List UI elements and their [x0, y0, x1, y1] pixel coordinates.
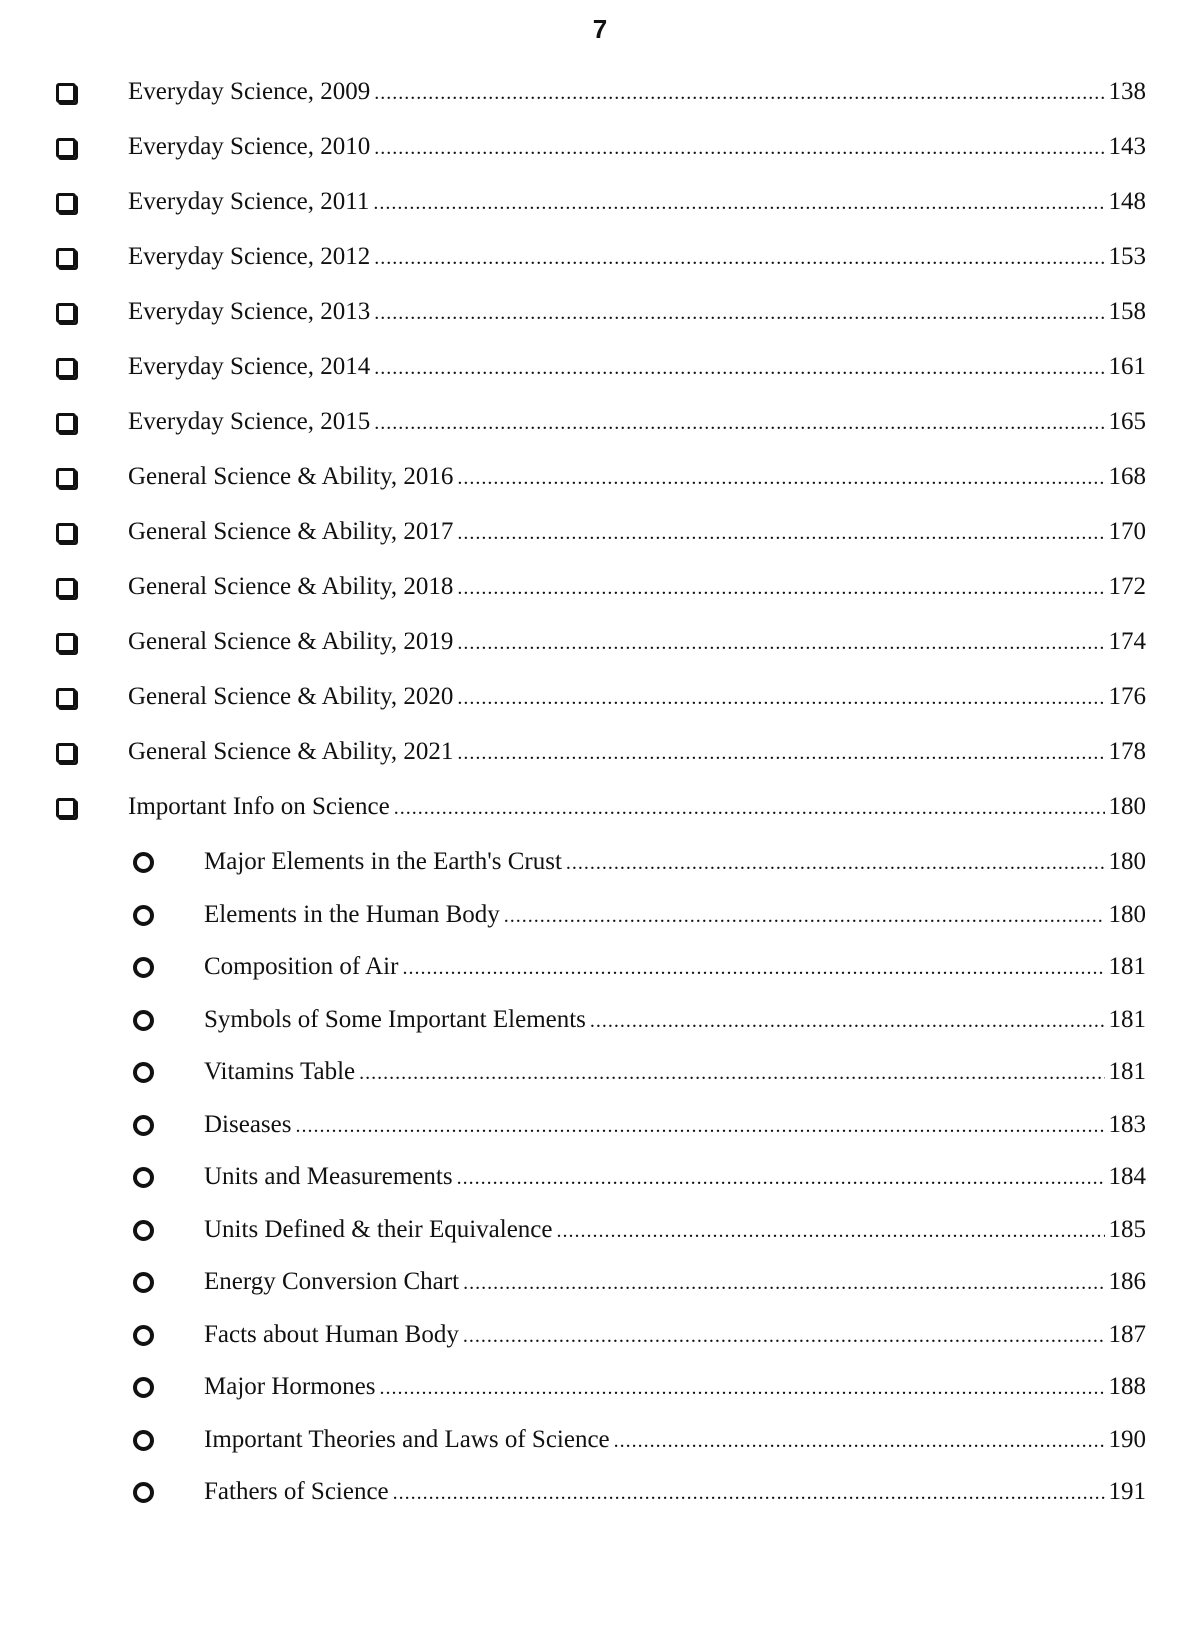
toc-sub-entry-page: 181: [1108, 953, 1146, 980]
toc-sub-entry[interactable]: [0, 1057, 1200, 1110]
toc-entry-line: [128, 297, 1146, 328]
toc-sub-entry-page: 191: [1108, 1478, 1146, 1505]
toc-entry-page: 138: [1108, 78, 1146, 105]
toc-sub-entry-page: 187: [1108, 1320, 1146, 1348]
dot-leader: [457, 1163, 1105, 1193]
toc-entry[interactable]: [0, 572, 1200, 627]
toc-entry-page: 158: [1108, 298, 1146, 325]
toc-sub-entry-title: Diseases: [204, 1110, 292, 1138]
checkbox-square-icon: [56, 413, 76, 433]
toc-entry-page: 168: [1108, 463, 1146, 490]
table-of-contents: [0, 77, 1200, 1530]
toc-entry[interactable]: [0, 352, 1200, 407]
toc-sub-entry-page: 188: [1108, 1373, 1146, 1400]
toc-sub-entry-title: Facts about Human Body: [204, 1320, 459, 1348]
dot-leader: [504, 901, 1105, 931]
toc-sub-entry-page: 184: [1108, 1163, 1146, 1190]
checkbox-square-icon: [56, 358, 76, 378]
toc-entry-line: [128, 352, 1146, 383]
toc-sub-entry-line: [204, 1005, 1146, 1036]
toc-entry-page: 148: [1108, 188, 1146, 215]
toc-entry[interactable]: [0, 462, 1200, 517]
toc-sub-entry-title: Composition of Air: [204, 953, 399, 980]
toc-entry-line: [128, 132, 1146, 163]
dot-leader: [374, 133, 1104, 163]
dot-leader: [402, 953, 1104, 983]
toc-sub-entry[interactable]: [0, 1267, 1200, 1320]
circle-bullet-icon: [133, 1010, 154, 1031]
toc-entry[interactable]: [0, 627, 1200, 682]
toc-sub-entry-line: [204, 1320, 1146, 1351]
toc-sub-entry-page: 186: [1108, 1268, 1146, 1295]
dot-leader: [463, 1268, 1104, 1298]
toc-entry-title: Important Info on Science: [128, 793, 390, 820]
toc-sub-entry[interactable]: [0, 1162, 1200, 1215]
toc-sub-entry-title: Units Defined & their Equivalence: [204, 1215, 553, 1243]
dot-leader: [373, 188, 1104, 218]
toc-entry-page: 176: [1108, 683, 1146, 710]
toc-entry-line: [128, 187, 1146, 218]
toc-sub-entry[interactable]: [0, 1215, 1200, 1268]
dot-leader: [457, 463, 1104, 493]
toc-entry-line: [128, 682, 1146, 713]
circle-bullet-icon: [133, 1482, 154, 1503]
toc-entry[interactable]: [0, 242, 1200, 297]
toc-sub-entry-line: [204, 1215, 1146, 1246]
dot-leader: [374, 353, 1104, 383]
toc-entry-title: General Science & Ability, 2020: [128, 683, 454, 710]
dot-leader: [394, 793, 1105, 823]
toc-sub-entry[interactable]: [0, 1005, 1200, 1058]
toc-sub-entry[interactable]: [0, 1372, 1200, 1425]
dot-leader: [614, 1426, 1105, 1456]
toc-sub-entry-title: Fathers of Science: [204, 1478, 389, 1505]
toc-entry-line: [128, 517, 1146, 548]
toc-entry[interactable]: [0, 682, 1200, 737]
dot-leader: [380, 1373, 1105, 1403]
toc-sub-entry-page: 180: [1108, 848, 1146, 875]
toc-sub-entry-line: [204, 1110, 1146, 1141]
toc-sub-entry[interactable]: [0, 1320, 1200, 1373]
circle-bullet-icon: [133, 1272, 154, 1293]
toc-entry-title: General Science & Ability, 2019: [128, 628, 454, 655]
toc-entry-page: 172: [1108, 573, 1146, 600]
dot-leader: [374, 78, 1104, 108]
toc-sub-entry-line: [204, 1477, 1146, 1508]
checkbox-square-icon: [56, 303, 76, 323]
checkbox-square-icon: [56, 138, 76, 158]
toc-entry[interactable]: [0, 517, 1200, 572]
checkbox-square-icon: [56, 193, 76, 213]
toc-entry-line: [128, 627, 1146, 658]
toc-entry[interactable]: [0, 407, 1200, 462]
toc-entry-page: 174: [1108, 628, 1146, 655]
toc-sub-entry-page: 181: [1108, 1058, 1146, 1085]
dot-leader: [457, 738, 1104, 768]
toc-sub-entry-line: [204, 847, 1146, 878]
dot-leader: [457, 683, 1104, 713]
toc-entry-title: Everyday Science, 2015: [128, 408, 371, 435]
toc-entry-title: Everyday Science, 2010: [128, 133, 371, 160]
dot-leader: [557, 1216, 1105, 1246]
circle-bullet-icon: [133, 1062, 154, 1083]
dot-leader: [374, 243, 1104, 273]
toc-entry-line: [128, 242, 1146, 273]
circle-bullet-icon: [133, 1377, 154, 1398]
toc-entry-title: Everyday Science, 2014: [128, 353, 371, 380]
toc-sub-entry-page: 181: [1108, 1005, 1146, 1033]
checkbox-square-icon: [56, 633, 76, 653]
toc-entry-line: [128, 737, 1146, 768]
toc-entry-title: General Science & Ability, 2017: [128, 518, 454, 545]
dot-leader: [457, 573, 1104, 603]
dot-leader: [590, 1006, 1105, 1036]
toc-sub-entry-line: [204, 1162, 1146, 1193]
checkbox-square-icon: [56, 688, 76, 708]
toc-sub-entry-title: Units and Measurements: [204, 1163, 453, 1190]
dot-leader: [295, 1111, 1104, 1141]
toc-sub-entry-line: [204, 1267, 1146, 1298]
toc-sub-entry[interactable]: [0, 1425, 1200, 1478]
toc-entry-page: 170: [1108, 518, 1146, 545]
toc-entry-line: [128, 572, 1146, 603]
checkbox-square-icon: [56, 523, 76, 543]
toc-sub-entry-line: [204, 1372, 1146, 1403]
toc-entry-title: Everyday Science, 2009: [128, 78, 371, 105]
toc-entry[interactable]: [0, 187, 1200, 242]
toc-entry[interactable]: [0, 737, 1200, 792]
toc-entry-title: General Science & Ability, 2021: [128, 738, 454, 765]
toc-sub-entry[interactable]: [0, 900, 1200, 953]
toc-entry-title: Everyday Science, 2012: [128, 243, 371, 270]
circle-bullet-icon: [133, 1167, 154, 1188]
toc-entry-title: Everyday Science, 2011: [128, 188, 370, 215]
dot-leader: [457, 628, 1104, 658]
toc-entry-page: 153: [1108, 243, 1146, 270]
toc-sub-entry-title: Vitamins Table: [204, 1058, 356, 1085]
toc-sub-entry-line: [204, 1425, 1146, 1456]
toc-sub-entry[interactable]: [0, 1110, 1200, 1163]
dot-leader: [359, 1058, 1104, 1088]
circle-bullet-icon: [133, 1430, 154, 1451]
toc-sub-entry-line: [204, 1057, 1146, 1088]
toc-entry-page: 143: [1108, 133, 1146, 160]
toc-sub-entry[interactable]: [0, 952, 1200, 1005]
circle-bullet-icon: [133, 957, 154, 978]
toc-entry[interactable]: [0, 132, 1200, 187]
checkbox-square-icon: [56, 468, 76, 488]
circle-bullet-icon: [133, 852, 154, 873]
toc-sub-entry-page: 183: [1108, 1110, 1146, 1138]
toc-entry-title: General Science & Ability, 2016: [128, 463, 454, 490]
checkbox-square-icon: [56, 798, 76, 818]
checkbox-square-icon: [56, 578, 76, 598]
dot-leader: [457, 518, 1104, 548]
page-number: 7: [592, 14, 608, 44]
checkbox-square-icon: [56, 83, 76, 103]
dot-leader: [374, 408, 1104, 438]
toc-sub-entry-title: Energy Conversion Chart: [204, 1268, 460, 1295]
toc-entry-line: [128, 462, 1146, 493]
toc-sub-entry-title: Major Hormones: [204, 1373, 376, 1400]
toc-sub-entry-title: Important Theories and Laws of Science: [204, 1425, 610, 1453]
toc-entry-page: 180: [1108, 793, 1146, 820]
toc-entry[interactable]: [0, 297, 1200, 352]
toc-sub-entry[interactable]: [0, 847, 1200, 900]
toc-entry-title: Everyday Science, 2013: [128, 298, 371, 325]
toc-sub-entry-page: 190: [1108, 1425, 1146, 1453]
toc-sub-entry-line: [204, 952, 1146, 983]
toc-sub-entry-page: 180: [1108, 900, 1146, 928]
dot-leader: [393, 1478, 1105, 1508]
checkbox-square-icon: [56, 743, 76, 763]
toc-sub-entry-line: [204, 900, 1146, 931]
toc-sub-entry-title: Major Elements in the Earth's Crust: [204, 848, 562, 875]
toc-entry[interactable]: [0, 792, 1200, 847]
toc-entry-page: 165: [1108, 408, 1146, 435]
toc-entry-line: [128, 77, 1146, 108]
checkbox-square-icon: [56, 248, 76, 268]
dot-leader: [463, 1321, 1105, 1351]
circle-bullet-icon: [133, 905, 154, 926]
toc-sub-entry-page: 185: [1108, 1215, 1146, 1243]
circle-bullet-icon: [133, 1115, 154, 1136]
toc-entry-page: 178: [1108, 738, 1146, 765]
toc-entry-line: [128, 792, 1146, 823]
toc-entry-title: General Science & Ability, 2018: [128, 573, 454, 600]
toc-sub-entry-title: Elements in the Human Body: [204, 900, 500, 928]
dot-leader: [374, 298, 1104, 328]
circle-bullet-icon: [133, 1220, 154, 1241]
toc-sub-entry-title: Symbols of Some Important Elements: [204, 1005, 586, 1033]
toc-entry-page: 161: [1108, 353, 1146, 380]
dot-leader: [566, 848, 1105, 878]
toc-sub-entry[interactable]: [0, 1477, 1200, 1530]
toc-entry[interactable]: [0, 77, 1200, 132]
toc-entry-line: [128, 407, 1146, 438]
circle-bullet-icon: [133, 1325, 154, 1346]
